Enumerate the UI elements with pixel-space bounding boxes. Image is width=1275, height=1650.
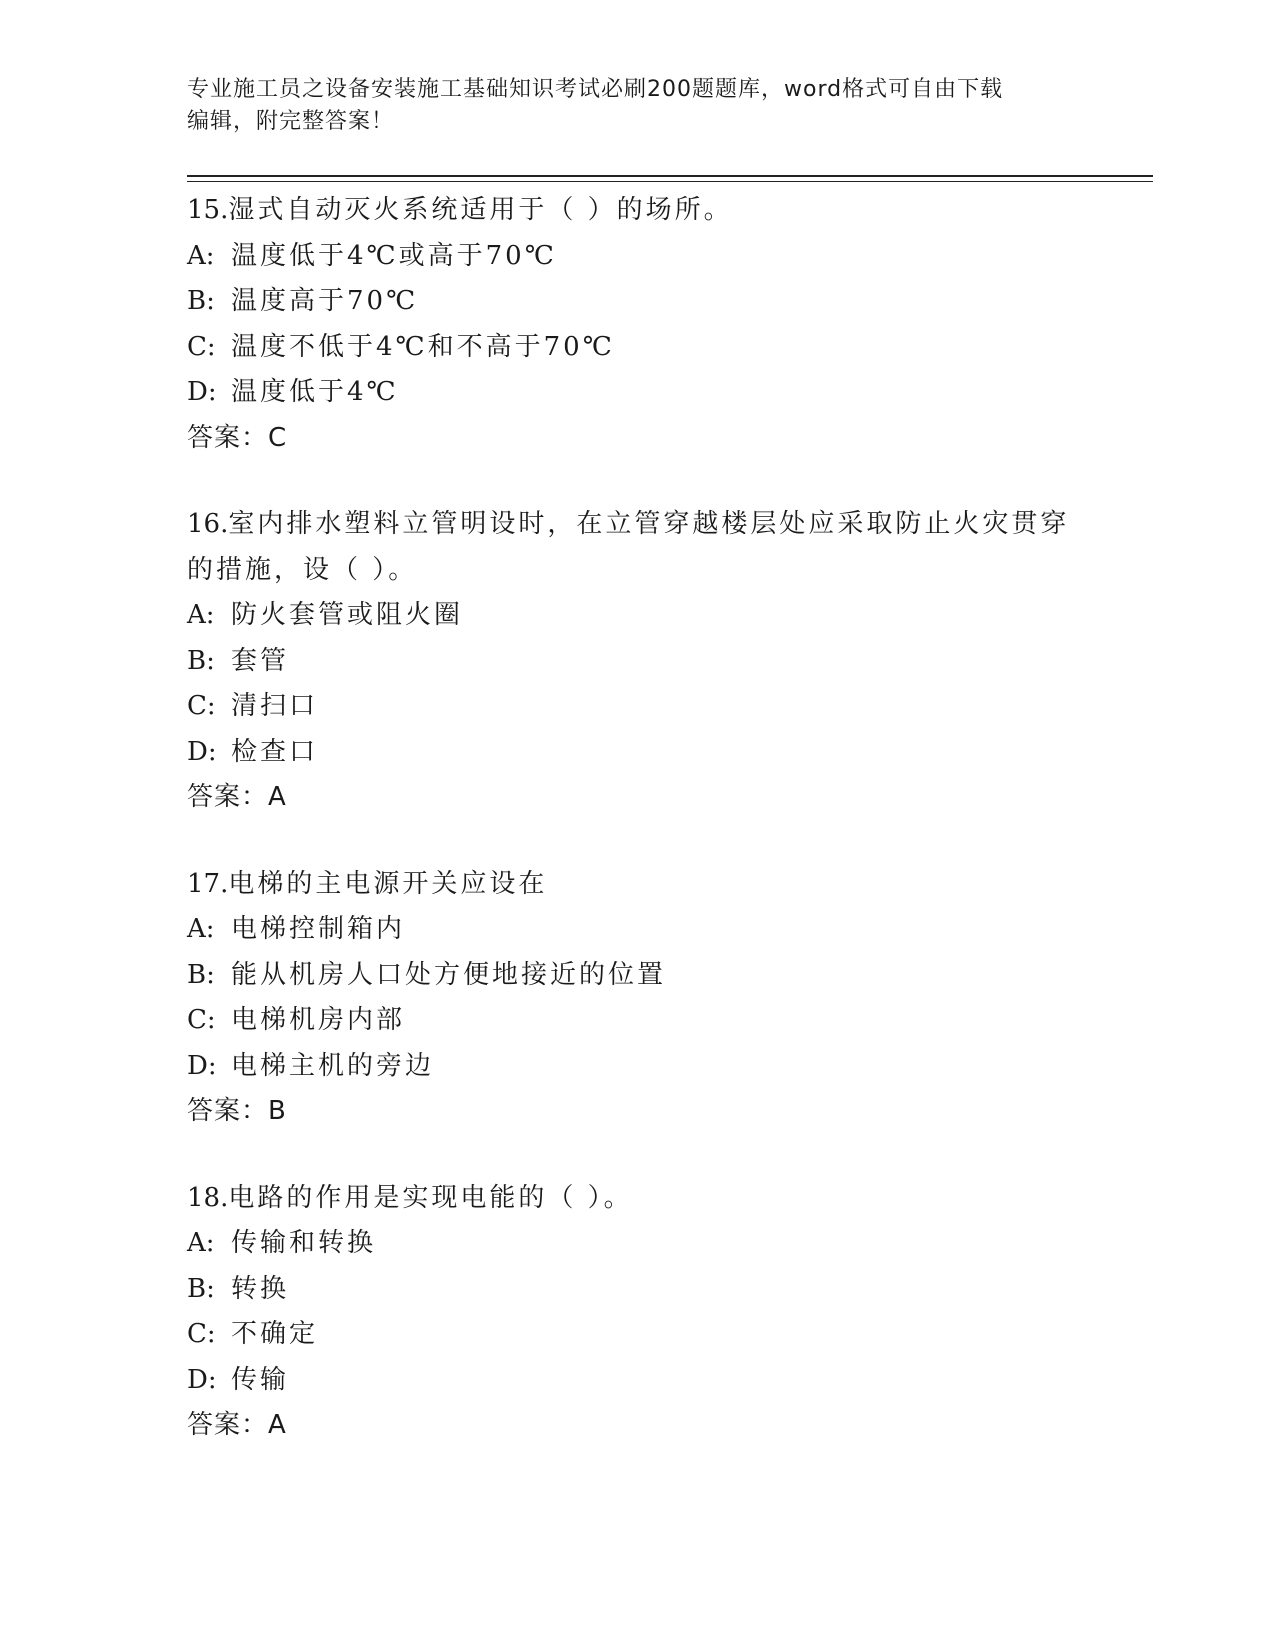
option-text: 转换 — [231, 1273, 290, 1304]
option-key: B: — [187, 1273, 215, 1304]
option-key: B: — [187, 286, 215, 316]
answer-line — [187, 775, 1087, 821]
option-key: D: — [187, 1050, 217, 1081]
option-b — [187, 1267, 1087, 1313]
question-17 — [187, 862, 1087, 1135]
question-text: 湿式自动灭火系统适用于（ ）的场所。 — [228, 195, 733, 225]
option-text: 清扫口 — [231, 691, 319, 721]
answer-value: B — [268, 1096, 287, 1126]
option-text: 传输和转换 — [231, 1228, 377, 1258]
option-key: B: — [187, 959, 215, 990]
question-number: 15. — [187, 195, 229, 225]
option-d — [187, 370, 1087, 416]
question-stem — [187, 188, 1087, 234]
question-15 — [187, 188, 1087, 461]
option-key: D: — [187, 377, 217, 407]
option-text: 温度高于70℃ — [231, 286, 419, 316]
question-number: 16. — [187, 509, 229, 539]
option-c — [187, 998, 1087, 1044]
answer-label: 答案： — [187, 1410, 269, 1440]
answer-line — [187, 416, 1087, 462]
question-18 — [187, 1176, 1087, 1449]
header-divider-thick — [187, 175, 1153, 177]
option-text: 温度低于4℃ — [231, 377, 399, 407]
option-key: D: — [187, 736, 217, 767]
question-stem-continued: 的措施，设（ ）。 — [187, 554, 418, 585]
option-text: 传输 — [231, 1364, 290, 1395]
option-text: 防火套管或阻火圈 — [231, 600, 464, 630]
answer-value: A — [268, 1410, 287, 1440]
option-a — [187, 234, 1087, 280]
question-text: 室内排水塑料立管明设时，在立管穿越楼层处应采取防止火灾贯穿 — [228, 509, 1070, 539]
option-b — [187, 639, 1087, 685]
option-b — [187, 279, 1087, 325]
option-a — [187, 1221, 1087, 1267]
option-text: 不确定 — [231, 1319, 319, 1349]
option-b — [187, 953, 1087, 999]
answer-value: A — [268, 782, 287, 812]
header-divider-thin — [187, 181, 1153, 182]
answer-label: 答案： — [187, 1096, 269, 1126]
option-d — [187, 1358, 1087, 1404]
option-text: 电梯主机的旁边 — [231, 1050, 435, 1081]
option-d — [187, 730, 1087, 776]
option-text: 套管 — [231, 645, 290, 676]
answer-line — [187, 1403, 1087, 1449]
option-a — [187, 593, 1087, 639]
option-key: A: — [187, 240, 215, 271]
answer-label: 答案： — [187, 782, 269, 812]
option-text: 能从机房人口处方便地接近的位置 — [231, 959, 667, 990]
question-number: 17. — [187, 868, 229, 899]
option-c — [187, 1312, 1087, 1358]
option-key: B: — [187, 645, 215, 676]
option-c — [187, 325, 1087, 371]
option-key: A: — [187, 600, 215, 630]
question-stem — [187, 502, 1087, 548]
option-key: A: — [187, 1228, 215, 1258]
question-list — [187, 188, 1087, 1490]
option-key: C: — [187, 331, 216, 362]
question-text: 电梯的主电源开关应设在 — [228, 868, 548, 899]
option-key: C: — [187, 1005, 216, 1035]
header-line-2: 编辑，附完整答案！ — [187, 109, 395, 134]
header-line-1: 专业施工员之设备安装施工基础知识考试必刷200题题库，word格式可自由下载 — [187, 77, 1004, 102]
option-text: 电梯机房内部 — [231, 1005, 406, 1035]
option-a — [187, 907, 1087, 953]
option-key: C: — [187, 1319, 216, 1349]
question-text: 电路的作用是实现电能的（ ）。 — [228, 1182, 633, 1213]
answer-label: 答案： — [187, 422, 269, 453]
option-text: 温度低于4℃或高于70℃ — [231, 240, 557, 271]
option-text: 电梯控制箱内 — [231, 914, 406, 944]
option-key: A: — [187, 914, 215, 944]
option-d — [187, 1044, 1087, 1090]
answer-line — [187, 1089, 1087, 1135]
option-text: 检查口 — [231, 736, 319, 767]
option-key: D: — [187, 1364, 217, 1395]
answer-value: C — [268, 422, 288, 453]
option-c — [187, 684, 1087, 730]
question-16 — [187, 502, 1087, 821]
document-header — [187, 74, 1087, 138]
question-number: 18. — [187, 1182, 229, 1213]
option-text: 温度不低于4℃和不高于70℃ — [231, 331, 615, 362]
question-stem — [187, 1176, 1087, 1222]
option-key: C: — [187, 691, 216, 721]
question-stem — [187, 862, 1087, 908]
